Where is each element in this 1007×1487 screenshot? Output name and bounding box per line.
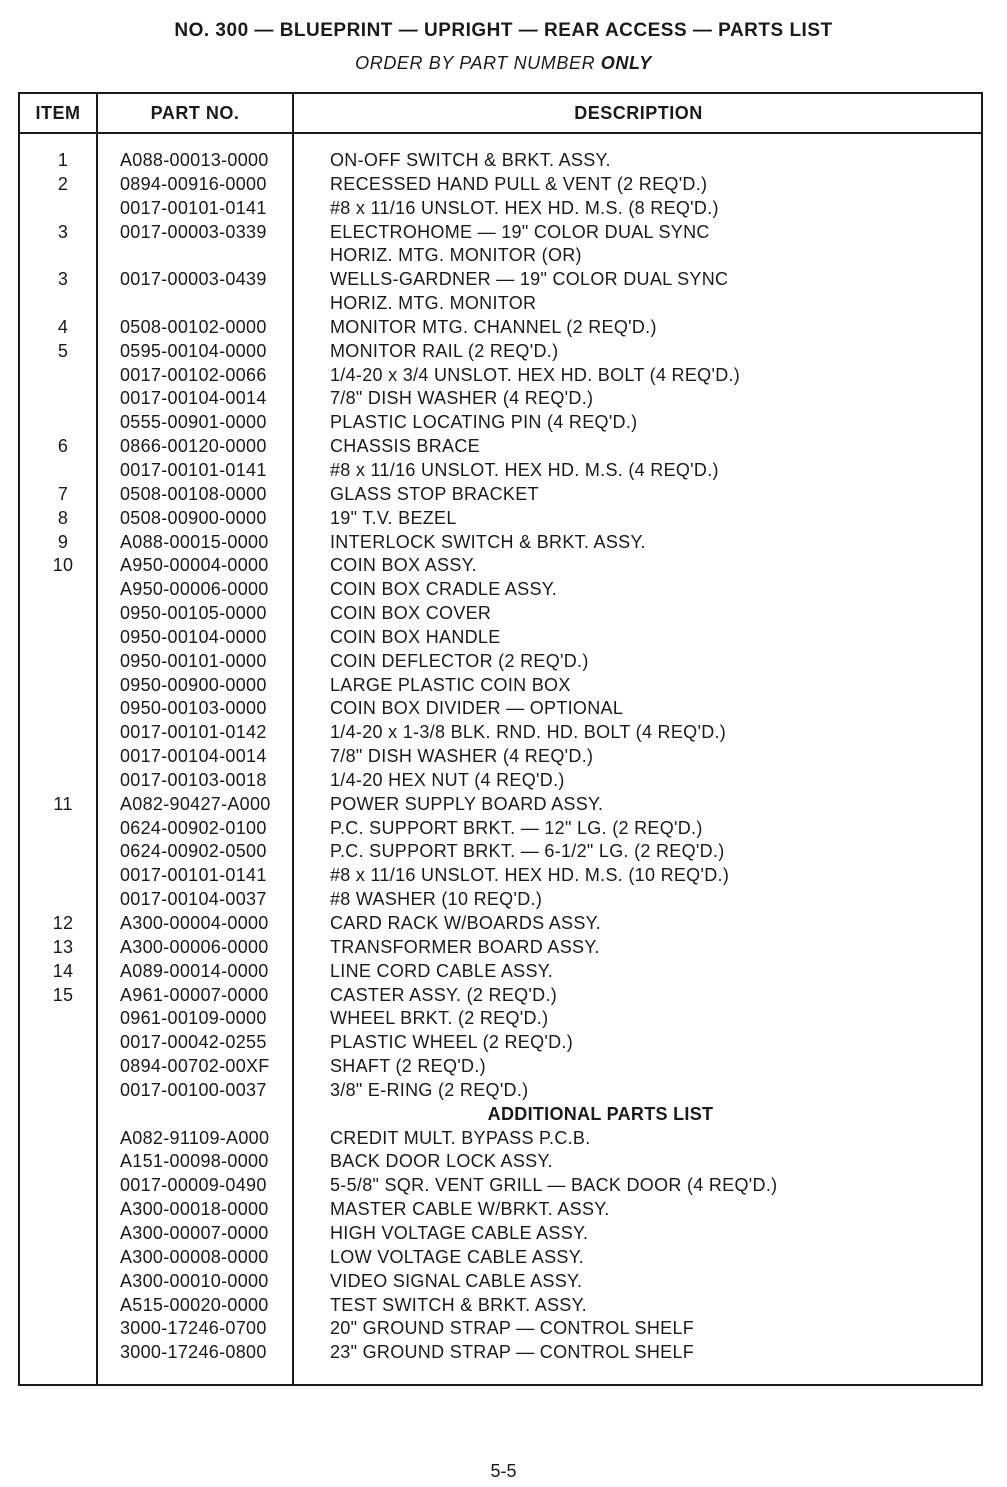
item-cell: 15 xyxy=(52,984,74,1005)
part-number-cell: A300-00007-0000 xyxy=(120,1222,269,1243)
part-number-cell: A082-90427-A000 xyxy=(120,793,271,814)
description-cell: CREDIT MULT. BYPASS P.C.B. xyxy=(330,1127,591,1148)
part-number-cell: A950-00006-0000 xyxy=(120,579,269,600)
description-cell: COIN DEFLECTOR (2 REQ'D.) xyxy=(330,650,589,671)
item-cell: 10 xyxy=(52,555,74,576)
item-cell: 1 xyxy=(57,150,69,170)
description-cell: HORIZ. MTG. MONITOR (OR) xyxy=(330,245,582,266)
description-cell: PLASTIC WHEEL (2 REQ'D.) xyxy=(330,1032,574,1053)
table-row xyxy=(20,936,983,960)
table-row xyxy=(20,173,983,197)
page-subtitle xyxy=(0,53,1007,74)
table-row xyxy=(20,697,983,721)
description-cell: COIN BOX HANDLE xyxy=(330,626,501,647)
table-row xyxy=(20,840,983,864)
description-cell: 7/8" DISH WASHER (4 REQ'D.) xyxy=(330,746,594,767)
item-cell: 5 xyxy=(57,340,69,361)
description-cell: WELLS-GARDNER — 19" COLOR DUAL SYNC xyxy=(330,269,729,290)
item-cell: 4 xyxy=(57,316,69,337)
part-number-cell: 0017-00104-0037 xyxy=(120,889,267,910)
part-number-cell: 0950-00104-0000 xyxy=(120,626,267,647)
description-cell: MONITOR MTG. CHANNEL (2 REQ'D.) xyxy=(330,316,657,337)
part-number-cell: 0508-00900-0000 xyxy=(120,507,267,528)
description-cell: COIN BOX CRADLE ASSY. xyxy=(330,579,558,600)
description-cell: ELECTROHOME — 19" COLOR DUAL SYNC xyxy=(330,221,710,242)
part-number-cell: 0508-00108-0000 xyxy=(120,483,267,504)
description-cell: TEST SWITCH & BRKT. ASSY. xyxy=(330,1294,587,1315)
part-number-cell: 3000-17246-0800 xyxy=(120,1342,267,1363)
table-row xyxy=(20,912,983,936)
subtitle-emphasis: ONLY xyxy=(600,53,652,73)
description-cell: LINE CORD CABLE ASSY. xyxy=(330,960,554,981)
description-cell: WHEEL BRKT. (2 REQ'D.) xyxy=(330,1008,549,1029)
table-row xyxy=(20,340,983,364)
part-number-cell: 0555-00901-0000 xyxy=(120,412,267,433)
item-cell: 7 xyxy=(57,483,69,504)
description-cell: 1/4-20 x 1-3/8 BLK. RND. HD. BOLT (4 REQ'D.) xyxy=(330,722,727,743)
description-cell: 1/4-20 x 3/4 UNSLOT. HEX HD. BOLT (4 REQ'D.) xyxy=(330,364,741,385)
table-row xyxy=(20,1055,983,1079)
item-cell: 13 xyxy=(52,936,74,957)
part-number-cell: 0017-00101-0141 xyxy=(120,865,267,886)
description-cell: CHASSIS BRACE xyxy=(330,436,480,457)
table-row xyxy=(20,1222,983,1246)
description-cell: PLASTIC LOCATING PIN (4 REQ'D.) xyxy=(330,412,638,433)
table-row xyxy=(20,1294,983,1318)
table-row xyxy=(20,1007,983,1031)
part-number-cell: 0595-00104-0000 xyxy=(120,340,267,361)
table-row xyxy=(20,387,983,411)
description-cell: VIDEO SIGNAL CABLE ASSY. xyxy=(330,1270,583,1291)
table-row xyxy=(20,197,983,221)
part-number-cell: 0017-00009-0490 xyxy=(120,1175,267,1196)
table-row xyxy=(20,721,983,745)
part-number-cell: 0866-00120-0000 xyxy=(120,436,267,457)
part-number-cell: 0894-00916-0000 xyxy=(120,173,267,194)
part-number-cell: 0017-00103-0018 xyxy=(120,769,267,790)
table-row xyxy=(20,1317,983,1341)
table-row xyxy=(20,984,983,1008)
description-cell: TRANSFORMER BOARD ASSY. xyxy=(330,936,600,957)
description-cell: 7/8" DISH WASHER (4 REQ'D.) xyxy=(330,388,594,409)
table-row xyxy=(20,459,983,483)
table-row xyxy=(20,268,983,292)
table-row xyxy=(20,244,983,268)
item-cell: 2 xyxy=(57,173,69,194)
subtitle-text: ORDER BY PART NUMBER xyxy=(355,53,596,73)
section-title: ADDITIONAL PARTS LIST xyxy=(487,1103,714,1124)
table-row xyxy=(20,1079,983,1103)
part-number-cell: A950-00004-0000 xyxy=(120,555,269,576)
table-row xyxy=(20,483,983,507)
part-number-cell: 0017-00003-0339 xyxy=(120,221,267,242)
part-number-cell: A300-00004-0000 xyxy=(120,913,269,933)
part-number-cell: A300-00008-0000 xyxy=(120,1246,269,1267)
description-cell: LARGE PLASTIC COIN BOX xyxy=(330,674,571,695)
description-cell: POWER SUPPLY BOARD ASSY. xyxy=(330,793,604,814)
table-row xyxy=(20,1127,983,1151)
description-cell: 20" GROUND STRAP — CONTROL SHELF xyxy=(330,1318,695,1339)
table-row xyxy=(20,793,983,817)
description-cell: 3/8" E-RING (2 REQ'D.) xyxy=(330,1079,529,1100)
header-divider xyxy=(20,132,981,134)
part-number-cell: 0017-00104-0014 xyxy=(120,388,267,409)
description-cell: SHAFT (2 REQ'D.) xyxy=(330,1056,486,1077)
description-cell: COIN BOX DIVIDER — OPTIONAL xyxy=(330,698,624,719)
table-row xyxy=(20,650,983,674)
table-row xyxy=(20,1246,983,1270)
table-row xyxy=(20,554,983,578)
part-number-cell: 0017-00003-0439 xyxy=(120,269,267,290)
item-cell: 14 xyxy=(52,960,74,981)
part-number-cell: A089-00014-0000 xyxy=(120,960,269,981)
description-cell: 1/4-20 HEX NUT (4 REQ'D.) xyxy=(330,769,565,790)
part-number-cell: 3000-17246-0700 xyxy=(120,1318,267,1339)
description-cell: MASTER CABLE W/BRKT. ASSY. xyxy=(330,1199,610,1220)
table-row xyxy=(20,1198,983,1222)
part-number-cell: 0624-00902-0500 xyxy=(120,841,267,862)
part-number-cell: A088-00015-0000 xyxy=(120,531,269,552)
table-row xyxy=(20,864,983,888)
description-cell: INTERLOCK SWITCH & BRKT. ASSY. xyxy=(330,531,646,552)
table-row xyxy=(20,1150,983,1174)
part-number-cell: 0017-00101-0141 xyxy=(120,197,267,218)
description-cell: GLASS STOP BRACKET xyxy=(330,483,539,504)
description-cell: COIN BOX COVER xyxy=(330,603,492,624)
table-row xyxy=(20,435,983,459)
table-row xyxy=(20,888,983,912)
table-row xyxy=(20,769,983,793)
part-number-cell: 0017-00104-0014 xyxy=(120,746,267,767)
description-cell: 23" GROUND STRAP — CONTROL SHELF xyxy=(330,1342,695,1363)
table-row xyxy=(20,674,983,698)
description-cell: CASTER ASSY. (2 REQ'D.) xyxy=(330,984,558,1005)
item-cell: 11 xyxy=(53,793,73,814)
description-cell: RECESSED HAND PULL & VENT (2 REQ'D.) xyxy=(330,173,708,194)
description-cell: MONITOR RAIL (2 REQ'D.) xyxy=(330,340,559,361)
column-header-description: DESCRIPTION xyxy=(574,103,703,123)
description-cell: #8 WASHER (10 REQ'D.) xyxy=(330,889,543,910)
item-cell: 12 xyxy=(52,913,74,933)
description-cell: P.C. SUPPORT BRKT. — 12" LG. (2 REQ'D.) xyxy=(330,817,703,838)
description-cell: LOW VOLTAGE CABLE ASSY. xyxy=(330,1246,584,1267)
part-number-cell: A300-00010-0000 xyxy=(120,1270,269,1291)
table-row xyxy=(20,507,983,531)
part-number-cell: 0508-00102-0000 xyxy=(120,316,267,337)
table-row xyxy=(20,960,983,984)
table-row xyxy=(20,817,983,841)
table-row xyxy=(20,1031,983,1055)
section-heading-additional-parts xyxy=(20,1103,983,1127)
table-row xyxy=(20,578,983,602)
part-number-cell: A082-91109-A000 xyxy=(120,1127,270,1148)
parts-table xyxy=(18,92,983,1386)
item-cell: 9 xyxy=(57,531,69,552)
table-body xyxy=(20,149,983,1365)
part-number-cell: A151-00098-0000 xyxy=(120,1151,269,1172)
description-cell: BACK DOOR LOCK ASSY. xyxy=(330,1151,553,1172)
description-cell: 5-5/8" SQR. VENT GRILL — BACK DOOR (4 REQ'D.) xyxy=(330,1175,778,1196)
description-cell: HORIZ. MTG. MONITOR xyxy=(330,293,537,314)
description-cell: CARD RACK W/BOARDS ASSY. xyxy=(330,913,601,933)
page-number: 5-5 xyxy=(490,1461,517,1481)
part-number-cell: A515-00020-0000 xyxy=(120,1294,269,1315)
table-row xyxy=(20,626,983,650)
table-row xyxy=(20,1174,983,1198)
part-number-cell: A088-00013-0000 xyxy=(120,150,269,170)
part-number-cell: 0950-00900-0000 xyxy=(120,674,267,695)
part-number-cell: 0894-00702-00XF xyxy=(120,1056,270,1077)
part-number-cell: 0950-00105-0000 xyxy=(120,603,267,624)
table-row xyxy=(20,149,983,173)
description-cell: HIGH VOLTAGE CABLE ASSY. xyxy=(330,1222,589,1243)
part-number-cell: 0950-00101-0000 xyxy=(120,650,267,671)
description-cell: #8 x 11/16 UNSLOT. HEX HD. M.S. (8 REQ'D.) xyxy=(330,197,719,218)
part-number-cell: A300-00018-0000 xyxy=(120,1199,269,1220)
description-cell: P.C. SUPPORT BRKT. — 6-1/2" LG. (2 REQ'D.) xyxy=(330,841,725,862)
description-cell: 19" T.V. BEZEL xyxy=(330,507,457,528)
description-cell: ON-OFF SWITCH & BRKT. ASSY. xyxy=(330,150,611,170)
part-number-cell: 0017-00101-0142 xyxy=(120,722,267,743)
table-row xyxy=(20,364,983,388)
table-row xyxy=(20,292,983,316)
part-number-cell: 0017-00100-0037 xyxy=(120,1079,267,1100)
part-number-cell: 0950-00103-0000 xyxy=(120,698,267,719)
table-row xyxy=(20,1341,983,1365)
description-cell: #8 x 11/16 UNSLOT. HEX HD. M.S. (4 REQ'D.) xyxy=(330,459,719,480)
item-cell: 8 xyxy=(57,507,69,528)
part-number-cell: 0624-00902-0100 xyxy=(120,817,267,838)
part-number-cell: 0017-00102-0066 xyxy=(120,364,267,385)
item-cell: 3 xyxy=(57,269,69,290)
table-row xyxy=(20,745,983,769)
column-header-item: ITEM xyxy=(35,103,81,123)
item-cell: 3 xyxy=(57,221,69,242)
item-cell: 6 xyxy=(57,436,69,457)
page-title: NO. 300 — BLUEPRINT — UPRIGHT — REAR ACCESS — PARTS LIST xyxy=(174,20,833,41)
part-number-cell: A961-00007-0000 xyxy=(120,984,269,1005)
table-row xyxy=(20,411,983,435)
description-cell: #8 x 11/16 UNSLOT. HEX HD. M.S. (10 REQ'D.) xyxy=(330,865,730,886)
table-row xyxy=(20,316,983,340)
description-cell: COIN BOX ASSY. xyxy=(330,555,477,576)
part-number-cell: 0017-00042-0255 xyxy=(120,1032,267,1053)
column-header-part-no: PART NO. xyxy=(150,103,240,123)
table-row xyxy=(20,531,983,555)
table-row xyxy=(20,602,983,626)
table-row xyxy=(20,221,983,245)
part-number-cell: 0017-00101-0141 xyxy=(120,459,267,480)
table-row xyxy=(20,1270,983,1294)
part-number-cell: A300-00006-0000 xyxy=(120,936,269,957)
part-number-cell: 0961-00109-0000 xyxy=(120,1008,267,1029)
